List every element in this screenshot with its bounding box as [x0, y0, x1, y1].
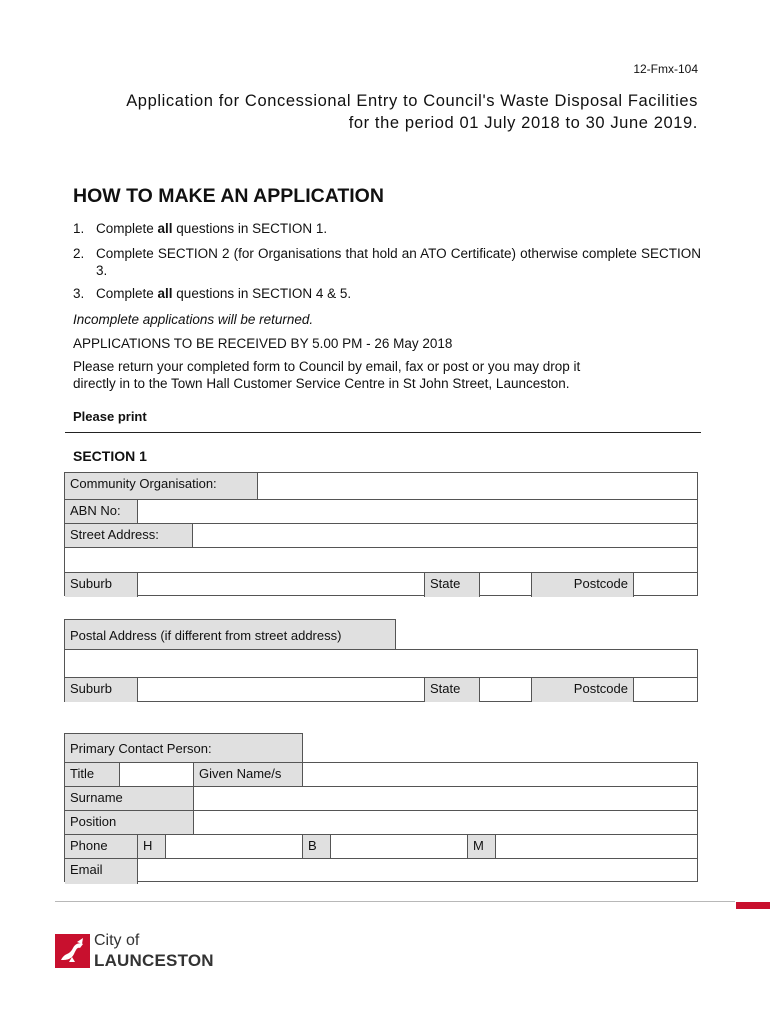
postcode-field[interactable] [634, 573, 697, 597]
logo-city-text: City of [94, 932, 140, 949]
title-label: Title [65, 763, 120, 786]
footer-divider [55, 901, 735, 902]
postal-state-label: State [425, 678, 480, 702]
street-address-line2-field[interactable] [65, 548, 697, 572]
postal-postcode-label: Postcode [532, 678, 634, 702]
postal-postcode-field[interactable] [634, 678, 697, 702]
city-logo-icon [55, 934, 90, 968]
phone-b-field[interactable] [331, 835, 468, 858]
section1-title: SECTION 1 [73, 448, 147, 464]
instruction-item-1: 1. Complete all questions in SECTION 1. [73, 221, 328, 236]
given-names-field[interactable] [303, 763, 697, 786]
postal-suburb-field[interactable] [138, 678, 425, 702]
footer-red-tab [736, 902, 770, 909]
instructions-heading: HOW TO MAKE AN APPLICATION [73, 185, 384, 207]
return-instructions: Please return your completed form to Council by email, fax or post or you may drop it directly in to the Town Hall Customer Service Centre in St John Street, Launceston. [73, 359, 581, 391]
logo-name-text: LAUNCESTON [94, 951, 214, 970]
incomplete-note: Incomplete applications will be returned. [73, 312, 314, 327]
postal-state-field[interactable] [480, 678, 532, 702]
form-title-line1: Application for Concessional Entry to Council's Waste Disposal Facilities [126, 92, 698, 110]
community-org-label: Community Organisation: [65, 473, 258, 499]
position-label: Position [65, 811, 194, 834]
email-label: Email [65, 859, 138, 884]
phone-h-label: H [138, 835, 166, 858]
phone-m-label: M [468, 835, 496, 858]
organisation-block [64, 472, 698, 596]
suburb-field[interactable] [138, 573, 425, 597]
postal-address-block [64, 649, 698, 702]
abn-label: ABN No: [65, 500, 138, 523]
form-number: 12-Fmx-104 [633, 62, 698, 76]
given-names-label: Given Name/s [194, 763, 303, 786]
surname-label: Surname [65, 787, 194, 810]
street-address-field[interactable] [193, 524, 697, 547]
primary-contact-label: Primary Contact Person: [70, 741, 212, 756]
surname-field[interactable] [194, 787, 697, 810]
form-title [58, 90, 698, 134]
postal-address-label: Postal Address (if different from street address) [70, 628, 342, 643]
community-org-field[interactable] [258, 473, 697, 499]
street-address-label: Street Address: [65, 524, 193, 547]
title-field[interactable] [120, 763, 194, 786]
state-field[interactable] [480, 573, 532, 597]
form-title-line2: for the period 01 July 2018 to 30 June 2019. [348, 114, 698, 132]
postcode-label: Postcode [532, 573, 634, 597]
contact-block [64, 762, 698, 882]
divider [65, 432, 701, 433]
postal-suburb-label: Suburb [65, 678, 138, 702]
abn-field[interactable] [138, 500, 697, 523]
suburb-label: Suburb [65, 573, 138, 597]
phone-b-label: B [303, 835, 331, 858]
please-print: Please print [73, 409, 147, 424]
phone-label: Phone [65, 835, 138, 858]
deadline-text: APPLICATIONS TO BE RECEIVED BY 5.00 PM - 26 May 2018 [73, 336, 453, 351]
state-label: State [425, 573, 480, 597]
instruction-item-2: 2. Complete SECTION 2 (for Organisations that hold an ATO Certificate) otherwise complete SECTION 3. [73, 246, 701, 278]
phone-h-field[interactable] [166, 835, 303, 858]
postal-address-field[interactable] [65, 650, 697, 677]
email-field[interactable] [138, 859, 697, 884]
phone-m-field[interactable] [496, 835, 697, 858]
instruction-item-3: 3. Complete all questions in SECTION 4 & 5. [73, 286, 352, 301]
position-field[interactable] [194, 811, 697, 834]
